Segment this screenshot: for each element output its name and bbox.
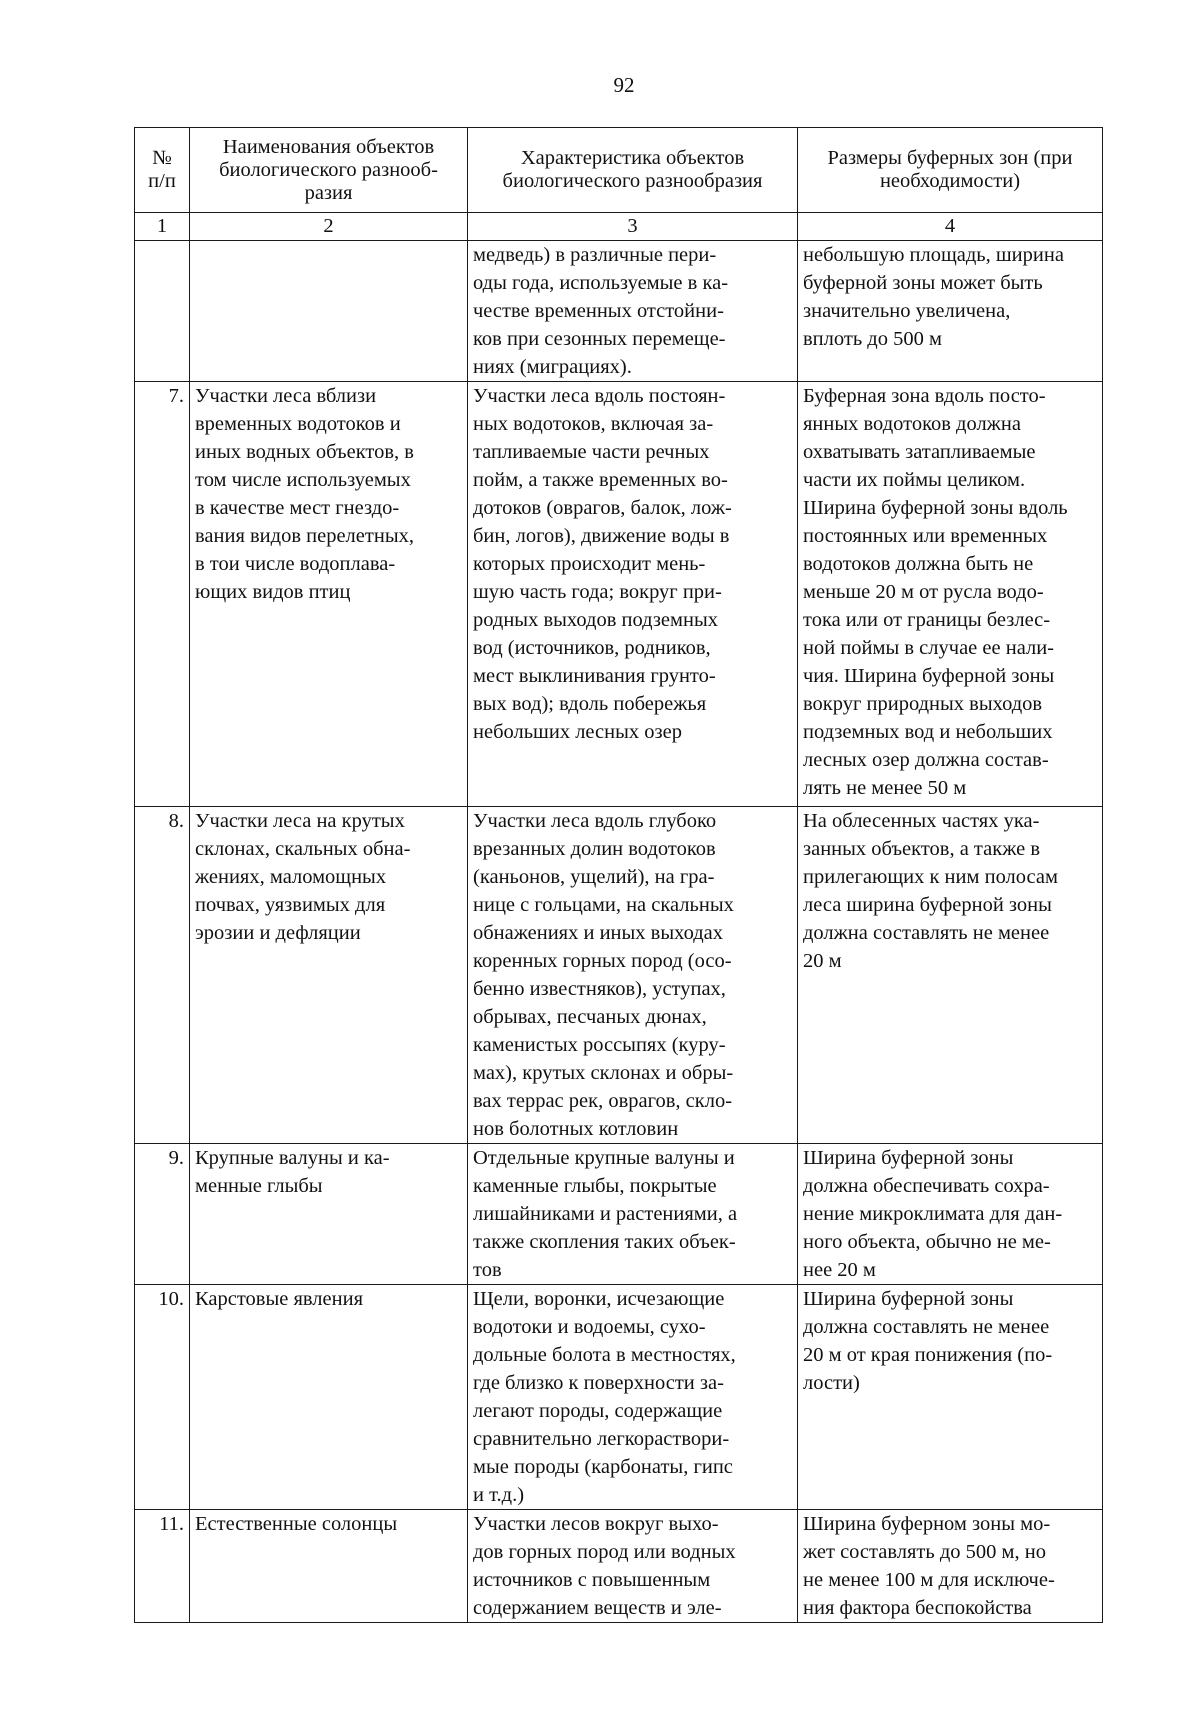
row-buffer-zone: Ширина буферной зоны должна составлять не менее 20 м от края понижения (по- лости) [798, 1285, 1103, 1510]
column-number: 1 [135, 213, 190, 241]
row-description: Участки леса вдоль глубоко врезанных долин водотоков (каньонов, ущелий), на гра- нице с гольцами, на скальных обнажениях и иных выходах коренных горных пород (осо- бенно известняков), уступах, обрывах, песчаных дюнах, каменистых россыпях (куру- мах), крутых склонах и обры- вах террас рек, оврагов, скло- нов болотных котловин [468, 807, 798, 1144]
row-buffer-zone: На облесенных частях ука- занных объектов, а также в прилегающих к ним полосам леса ширина буферной зоны должна составлять не менее 20 м [798, 807, 1103, 1144]
row-buffer-zone: Ширина буферном зоны мо- жет составлять до 500 м, но не менее 100 м для исключе- ния фактора беспокойства [798, 1510, 1103, 1623]
row-object-name: Карстовые явления [190, 1285, 468, 1510]
table-header-row [135, 128, 1103, 213]
column-number: 2 [190, 213, 468, 241]
row-description: медведь) в различные пери- оды года, используемые в ка- честве временных отстойни- ков при сезонных перемеще- ниях (миграциях). [468, 241, 798, 382]
page-number: 92 [613, 73, 635, 97]
row-object-name: Участки леса вблизи временных водотоков и иных водных объектов, в том числе используемых в качестве мест гнездо- вания видов перелетных, в тои числе водоплава- ющих видов птиц [190, 382, 468, 807]
biodiversity-objects-table [134, 127, 1103, 1623]
row-number: 7. [135, 382, 190, 807]
table-row [135, 807, 1103, 1144]
row-object-name: Естественные солонцы [190, 1510, 468, 1623]
row-object-name: Участки леса на крутых склонах, скальных обна- жениях, маломощных почвах, уязвимых для эрозии и дефляции [190, 807, 468, 1144]
column-number: 3 [468, 213, 798, 241]
row-number: 11. [135, 1510, 190, 1623]
header-buffer-zone: Размеры буферных зон (при необходимости) [798, 128, 1103, 213]
row-object-name: Крупные валуны и ка- менные глыбы [190, 1144, 468, 1285]
header-object-description: Характеристика объектов биологического разнообразия [468, 128, 798, 213]
row-description: Отдельные крупные валуны и каменные глыбы, покрытые лишайниками и растениями, а также скопления таких объек- тов [468, 1144, 798, 1285]
row-buffer-zone: Ширина буферной зоны должна обеспечивать сохра- нение микроклимата для дан- ного объекта, обычно не ме- нее 20 м [798, 1144, 1103, 1285]
row-number: 10. [135, 1285, 190, 1510]
row-buffer-zone: Буферная зона вдоль посто- янных водотоков должна охватывать затапливаемые части их поймы целиком. Ширина буферной зоны вдоль постоянных или временных водотоков должна быть не меньше 20 м от русла водо- тока или от границы безлес- ной поймы в случае ее нали- чия. Ширина буферной зоны вокруг природных выходов подземных вод и небольших лесных озер должна состав- лять не менее 50 м [798, 382, 1103, 807]
header-object-name: Наименования объектов биологического разнооб- разия [190, 128, 468, 213]
row-number: 9. [135, 1144, 190, 1285]
table-row [135, 1285, 1103, 1510]
row-description: Щели, воронки, исчезающие водотоки и водоемы, сухо- дольные болота в местностях, где близко к поверхности за- легают породы, содержащие сравнительно легкораствори- мые породы (карбонаты, гипс и т.д.) [468, 1285, 798, 1510]
column-number-row [135, 213, 1103, 241]
row-number [135, 241, 190, 382]
row-object-name [190, 241, 468, 382]
column-number: 4 [798, 213, 1103, 241]
header-number: № п/п [135, 128, 190, 213]
row-description: Участки лесов вокруг выхо- дов горных пород или водных источников с повышенным содержанием веществ и эле- [468, 1510, 798, 1623]
table-row [135, 1144, 1103, 1285]
row-buffer-zone: небольшую площадь, ширина буферной зоны может быть значительно увеличена, вплоть до 500 м [798, 241, 1103, 382]
table-row [135, 1510, 1103, 1623]
table-row [135, 382, 1103, 807]
row-description: Участки леса вдоль постоян- ных водотоков, включая за- тапливаемые части речных пойм, а также временных во- дотоков (оврагов, балок, лож- бин, логов), движение воды в которых происходит мень- шую часть года; вокруг при- родных выходов подземных вод (источников, родников, мест выклинивания грунто- вых вод); вдоль побережья небольших лесных озер [468, 382, 798, 807]
table-row [135, 241, 1103, 382]
row-number: 8. [135, 807, 190, 1144]
